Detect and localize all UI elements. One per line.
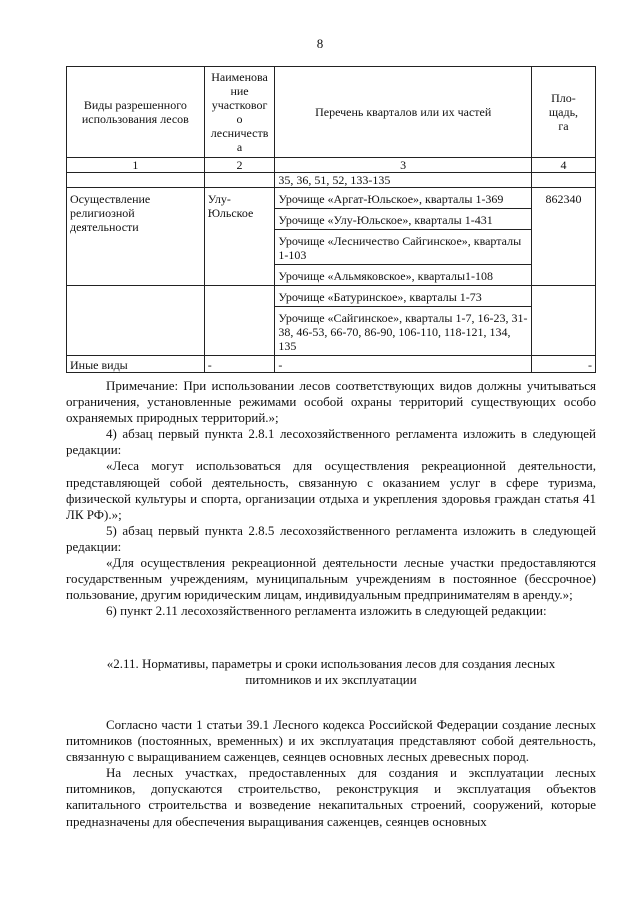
quarters-cell: Урочище «Альмяковское», кварталы1-108 bbox=[275, 265, 532, 286]
body-paragraph: На лесных участках, предоставленных для создания и эксплуатации лесных питомников, допускаются строительство, реконструкция и эксплуатация объектов капитального строительства и возведение некапитальных строений, сооружений, которые предназначены для обеспечения выращивания саженцев, сеянцев основных bbox=[66, 765, 596, 829]
quarters-cell: - bbox=[275, 356, 532, 373]
table-row bbox=[67, 188, 596, 209]
section-heading: «2.11. Нормативы, параметры и сроки использования лесов для создания лесных питомников и их эксплуатации bbox=[106, 656, 556, 688]
header-forestry-line: Наименова bbox=[211, 70, 268, 84]
column-number-row bbox=[67, 158, 596, 173]
body-paragraph: Согласно части 1 статьи 39.1 Лесного кодекса Российской Федерации создание лесных питомников (постоянных, временных) и их эксплуатация представляют собой деятельность, связанную с выращиванием саженцев, сеянцев основных лесных древесных пород. bbox=[66, 717, 596, 765]
item-6-paragraph: 6) пункт 2.11 лесохозяйственного регламента изложить в следующей редакции: bbox=[106, 603, 547, 619]
table-cell bbox=[204, 286, 275, 356]
table-row bbox=[67, 173, 596, 188]
quarters-cell: Урочище «Улу-Юльское», кварталы 1-431 bbox=[275, 209, 532, 230]
header-area-line: щадь, bbox=[548, 105, 579, 119]
header-forestry-line: ние bbox=[230, 84, 249, 98]
item-4-paragraph: 4) абзац первый пункта 2.8.1 лесохозяйственного регламента изложить в следующей редакции: bbox=[66, 426, 596, 458]
column-number: 4 bbox=[531, 158, 595, 173]
quarters-cell: Урочище «Лесничество Сайгинское», кварталы 1-103 bbox=[275, 230, 532, 265]
forestry-cell: - bbox=[204, 356, 275, 373]
table-cell bbox=[204, 173, 275, 188]
table-cell bbox=[531, 286, 595, 356]
page-number: 8 bbox=[316, 36, 324, 51]
quarters-cell: Урочище «Аргат-Юльское», кварталы 1-369 bbox=[275, 188, 532, 209]
column-number: 2 bbox=[204, 158, 275, 173]
note-paragraph: Примечание: При использовании лесов соответствующих видов должны учитываться ограничения, установленные режимами особой охраны территорий существующих особо охраняемых природных территорий.»; bbox=[66, 378, 596, 426]
table-cell bbox=[67, 173, 205, 188]
forestry-cell: Улу-Юльское bbox=[204, 188, 275, 286]
header-forestry-line: а bbox=[236, 140, 243, 154]
item-5-paragraph: 5) абзац первый пункта 2.8.5 лесохозяйственного регламента изложить в следующей редакции: bbox=[66, 522, 596, 554]
item-5-quote: «Для осуществления рекреационной деятельности лесные участки предоставляются государственным учреждениям, муниципальным учреждениям в постоянное (бессрочное) пользование, другим юридическим лицам, индивидуальным предпринимателям в аренду.»; bbox=[66, 555, 596, 603]
header-forestry-line: участковог bbox=[211, 98, 268, 112]
area-cell: - bbox=[531, 356, 595, 373]
header-forestry-line: о bbox=[236, 112, 243, 126]
header-forestry bbox=[204, 67, 275, 158]
quarters-cell: 35, 36, 51, 52, 133-135 bbox=[275, 173, 532, 188]
column-number: 3 bbox=[275, 158, 532, 173]
amendments-block bbox=[66, 378, 596, 619]
column-number: 1 bbox=[67, 158, 205, 173]
table-header-row bbox=[67, 67, 596, 158]
header-area-line: га bbox=[558, 119, 569, 133]
table-row bbox=[67, 356, 596, 373]
table-cell bbox=[67, 286, 205, 356]
area-cell: 862340 bbox=[531, 188, 595, 286]
header-quarters: Перечень кварталов или их частей bbox=[275, 67, 532, 158]
section-body bbox=[66, 717, 596, 830]
header-area-line: Пло- bbox=[551, 91, 576, 105]
quarters-cell: Урочище «Сайгинское», кварталы 1-7, 16-23, 31-38, 46-53, 66-70, 86-90, 106-110, 118-121, 134, 135 bbox=[275, 307, 532, 356]
use-type-cell: Осуществление религиозной деятельности bbox=[67, 188, 205, 286]
forest-use-table bbox=[66, 66, 596, 373]
table-cell bbox=[531, 173, 595, 188]
item-4-quote: «Леса могут использоваться для осуществления рекреационной деятельности, представляющей собой деятельность, связанную с оказанием услуг в сфере туризма, физической культуры и спорта, организации отдыха и укрепления здоровья граждан статья 41 ЛК РФ).»; bbox=[66, 458, 596, 522]
quarters-cell: Урочище «Батуринское», кварталы 1-73 bbox=[275, 286, 532, 307]
header-forestry-line: лесничеств bbox=[210, 126, 269, 140]
table-row bbox=[67, 286, 596, 307]
header-use-types: Виды разрешенного использования лесов bbox=[67, 67, 205, 158]
header-area bbox=[531, 67, 595, 158]
use-type-cell: Иные виды bbox=[67, 356, 205, 373]
